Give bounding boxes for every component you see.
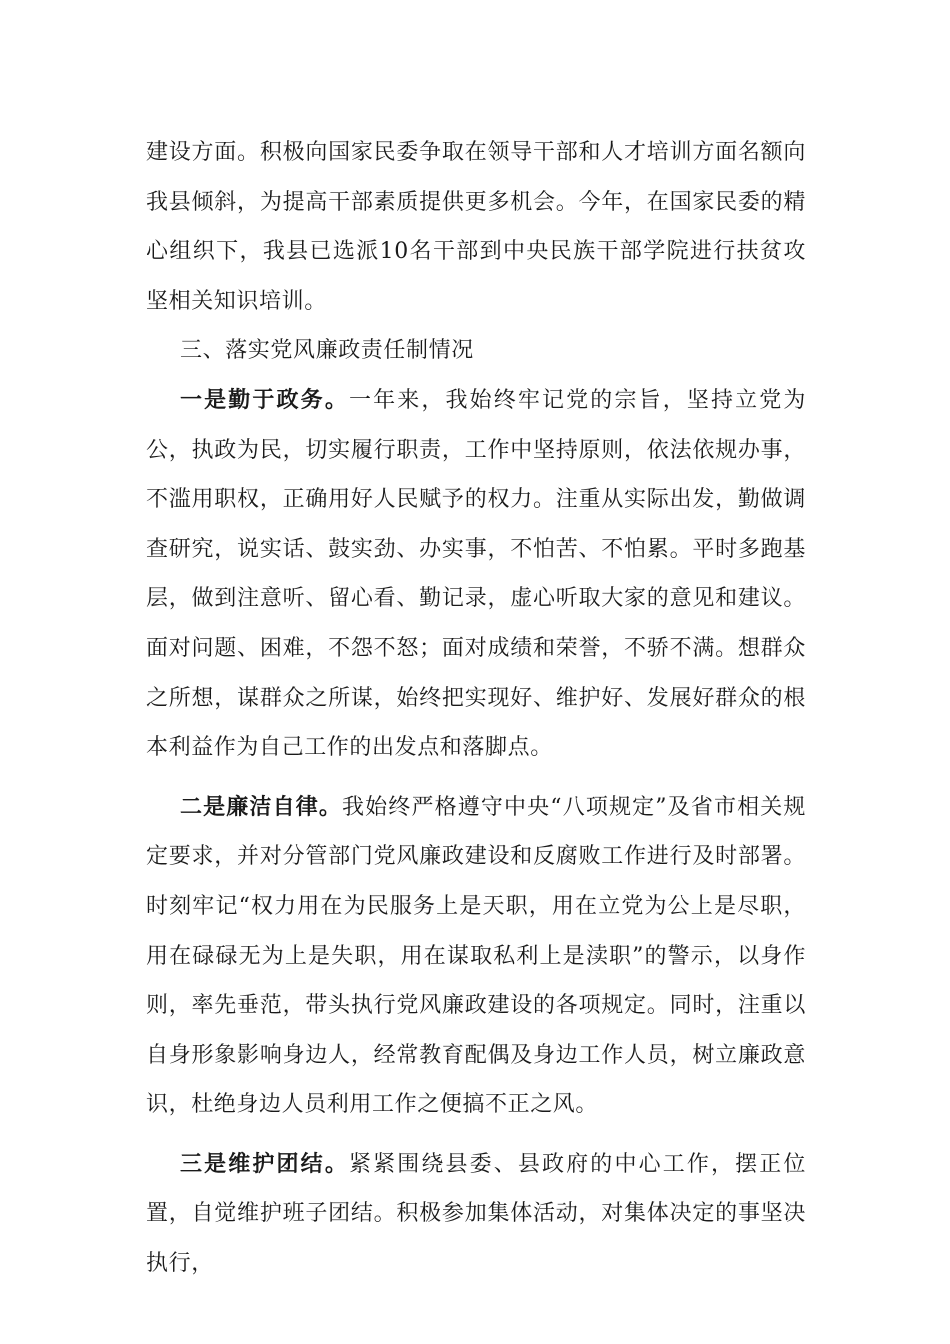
document-body [146,128,806,1289]
paragraph-maintain-unity [146,1140,806,1289]
paragraph-text: 紧紧围绕县委、县政府的中心工作，摆正位置，自觉维护班子团结。积极参加集体活动，对集体决定的事坚决执行， [146,1151,806,1277]
section-heading-text: 三、落实党风廉政责任制情况 [180,338,474,364]
paragraph-text: 我始终严格遵守中央“八项规定”及省市相关规定要求，并对分管部门党风廉政建设和反腐败工作进行及时部署。时刻牢记“权力用在为民服务上是天职，用在立党为公上是尽职，用在碌碌无为上是失职，用在谋取私利上是渎职”的警示，以身作则，率先垂范，带头执行党风廉政建设的各项规定。同时，注重以自身形象影响身边人，经常教育配偶及身边工作人员，树立廉政意识，杜绝身边人员利用工作之便搞不正之风。 [146,794,806,1118]
paragraph-diligent-governance [146,376,806,773]
paragraph-text: 一年来，我始终牢记党的宗旨，坚持立党为公，执政为民，切实履行职责，工作中坚持原则，依法依规办事，不滥用职权，正确用好人民赋予的权力。注重从实际出发，勤做调查研究，说实话、鼓实劲、办实事，不怕苦、不怕累。平时多跑基层，做到注意听、留心看、勤记录，虚心听取大家的意见和建议。面对问题、困难，不怨不怒；面对成绩和荣誉，不骄不满。想群众之所想，谋群众之所谋，始终把实现好、维护好、发展好群众的根本利益作为自己工作的出发点和落脚点。 [146,387,806,761]
paragraph-lead: 二是廉洁自律。 [180,793,343,820]
paragraph-training-continuation [146,128,806,326]
paragraph-self-discipline [146,783,806,1130]
paragraph-text: 建设方面。积极向国家民委争取在领导干部和人才培训方面名额向我县倾斜，为提高干部素质提供更多机会。今年，在国家民委的精心组织下，我县已选派10名干部到中央民族干部学院进行扶贫攻坚相关知识培训。 [146,140,806,314]
paragraph-lead: 三是维护团结。 [180,1150,349,1177]
section-heading-three [146,326,806,376]
paragraph-lead: 一是勤于政务。 [180,386,349,413]
